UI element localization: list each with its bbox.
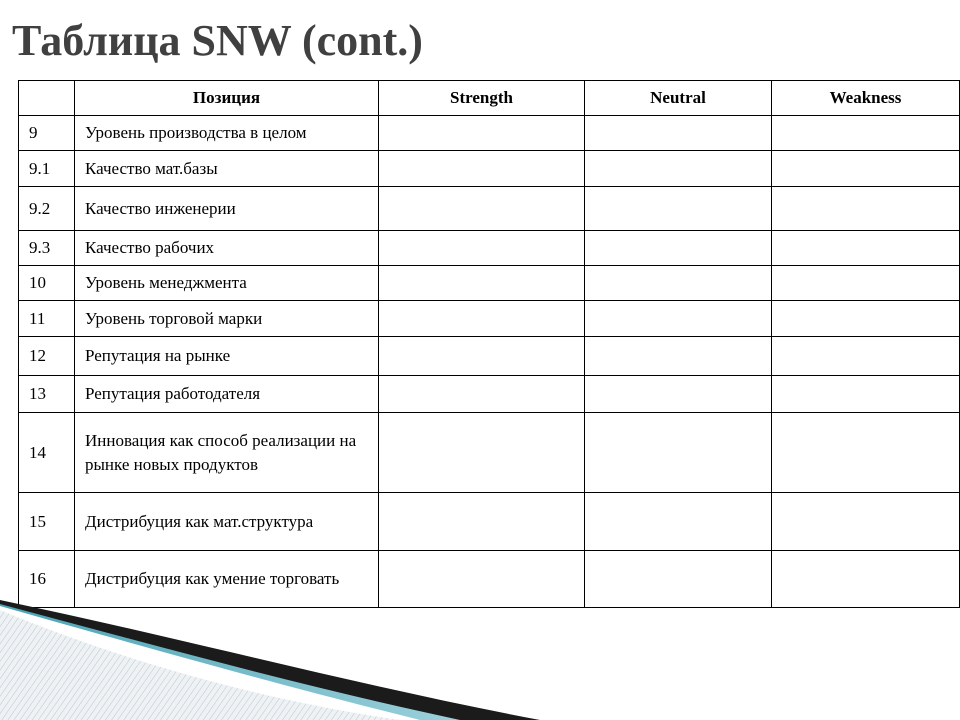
row-number: 15: [19, 493, 75, 551]
strength-cell: [379, 266, 585, 301]
header-row: [19, 81, 960, 116]
row-position: Качество мат.базы: [75, 151, 379, 187]
row-position: Репутация работодателя: [75, 376, 379, 413]
strength-cell: [379, 151, 585, 187]
slide-title: Таблица SNW (cont.): [12, 16, 423, 65]
neutral-cell: [585, 551, 772, 608]
neutral-cell: [585, 151, 772, 187]
header-cell-weakness: Weakness: [772, 81, 960, 116]
weakness-cell: [772, 151, 960, 187]
header-cell-position: Позиция: [75, 81, 379, 116]
row-number: 13: [19, 376, 75, 413]
row-number: 10: [19, 266, 75, 301]
strength-cell: [379, 301, 585, 337]
row-position: Уровень торговой марки: [75, 301, 379, 337]
snw-table: [18, 80, 960, 608]
row-number: 12: [19, 337, 75, 376]
neutral-cell: [585, 187, 772, 231]
neutral-cell: [585, 266, 772, 301]
neutral-cell: [585, 116, 772, 151]
row-position: Дистрибуция как мат.структура: [75, 493, 379, 551]
weakness-cell: [772, 187, 960, 231]
row-number: 9.2: [19, 187, 75, 231]
row-number: 11: [19, 301, 75, 337]
neutral-cell: [585, 337, 772, 376]
row-position: Дистрибуция как умение торговать: [75, 551, 379, 608]
strength-cell: [379, 116, 585, 151]
row-number: 9.3: [19, 231, 75, 266]
table-row: [19, 151, 960, 187]
table-row: [19, 337, 960, 376]
weakness-cell: [772, 551, 960, 608]
header-cell-number: [19, 81, 75, 116]
table-row: [19, 493, 960, 551]
weakness-cell: [772, 337, 960, 376]
table-row: [19, 413, 960, 493]
neutral-cell: [585, 493, 772, 551]
table-row: [19, 376, 960, 413]
header-cell-strength: Strength: [379, 81, 585, 116]
weakness-cell: [772, 116, 960, 151]
weakness-cell: [772, 231, 960, 266]
weakness-cell: [772, 413, 960, 493]
strength-cell: [379, 413, 585, 493]
table-row: [19, 187, 960, 231]
strength-cell: [379, 551, 585, 608]
swoosh-hatched-band: [0, 610, 400, 720]
table-row: [19, 301, 960, 337]
table-row: [19, 266, 960, 301]
decorative-swoosh: [0, 600, 560, 720]
strength-cell: [379, 337, 585, 376]
strength-cell: [379, 231, 585, 266]
weakness-cell: [772, 266, 960, 301]
weakness-cell: [772, 301, 960, 337]
strength-cell: [379, 376, 585, 413]
strength-cell: [379, 187, 585, 231]
strength-cell: [379, 493, 585, 551]
row-position: Качество рабочих: [75, 231, 379, 266]
header-cell-neutral: Neutral: [585, 81, 772, 116]
weakness-cell: [772, 493, 960, 551]
table-row: [19, 551, 960, 608]
row-position: Качество инженерии: [75, 187, 379, 231]
table-row: [19, 231, 960, 266]
weakness-cell: [772, 376, 960, 413]
row-number: 14: [19, 413, 75, 493]
row-number: 16: [19, 551, 75, 608]
row-position: Репутация на рынке: [75, 337, 379, 376]
row-number: 9: [19, 116, 75, 151]
neutral-cell: [585, 413, 772, 493]
row-position: Инновация как способ реализации на рынке новых продуктов: [75, 413, 379, 493]
row-position: Уровень производства в целом: [75, 116, 379, 151]
row-position: Уровень менеджмента: [75, 266, 379, 301]
row-number: 9.1: [19, 151, 75, 187]
table-row: [19, 116, 960, 151]
neutral-cell: [585, 231, 772, 266]
neutral-cell: [585, 376, 772, 413]
neutral-cell: [585, 301, 772, 337]
